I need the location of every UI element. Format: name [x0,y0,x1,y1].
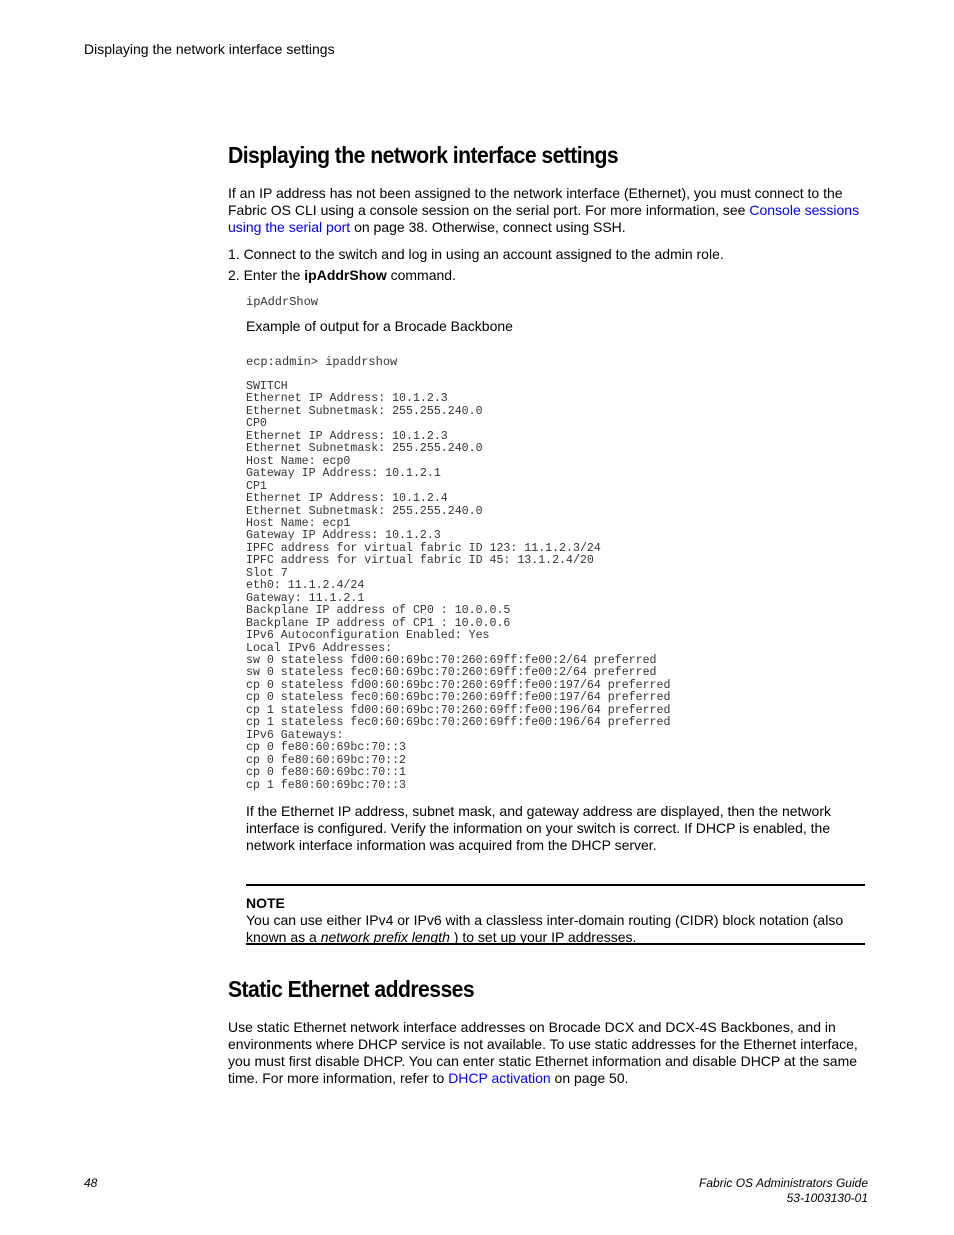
step-2-suffix: command. [386,267,456,283]
code-line: cp 1 stateless fd00:60:69bc:70:260:69ff:fe00:196/64 preferred [246,703,671,717]
code-line: cp 0 fe80:60:69bc:70::2 [246,753,407,767]
code-output-block [246,381,670,792]
note-box [246,884,865,945]
footer-doc-number: 53-1003130-01 [786,1191,868,1205]
step-2 [228,267,456,284]
note-title: NOTE [246,895,285,911]
code-line: cp 1 stateless fec0:60:69bc:70:260:69ff:fe00:196/64 preferred [246,716,671,730]
code-line: IPFC address for virtual fabric ID 123: 11.1.2.3/24 [246,541,601,555]
code-line: Ethernet IP Address: 10.1.2.3 [246,429,448,443]
code-line: CP0 [246,417,267,431]
note-text-start: You can use either IPv4 or IPv6 with a classless inter-domain routing (CIDR) block notation (also known as a [246,912,844,945]
intro-paragraph [228,185,868,236]
code-line: Ethernet Subnetmask: 255.255.240.0 [246,404,483,418]
intro-text-end: on page 38. Otherwise, connect using SSH. [350,219,626,235]
dhcp-activation-link[interactable]: DHCP activation [448,1070,551,1086]
after-output-paragraph: If the Ethernet IP address, subnet mask, and gateway address are displayed, then the network interface is configured. Verify the information on your switch is correct. If DHCP is enabled, the network interface information was acquired from the DHCP server. [246,803,831,853]
code-line: Local IPv6 Addresses: [246,641,393,655]
code-line: Ethernet Subnetmask: 255.255.240.0 [246,504,483,518]
code-line: cp 0 fe80:60:69bc:70::1 [246,766,407,780]
code-line: Host Name: ecp0 [246,454,351,468]
code-line: cp 1 fe80:60:69bc:70::3 [246,778,407,792]
code-line: Host Name: ecp1 [246,516,351,530]
command-example: ipAddrShow [246,295,319,309]
footer-doc-title: Fabric OS Administrators Guide [699,1176,868,1190]
code-line: IPFC address for virtual fabric ID 45: 13.1.2.4/20 [246,554,594,568]
running-header: Displaying the network interface settings [84,41,335,57]
footer-doc-info [699,1176,868,1206]
code-line: Backplane IP address of CP1 : 10.0.0.6 [246,616,511,630]
step-2-prefix: 2. Enter the [228,267,305,283]
console-sessions-link[interactable]: Console sessions using the serial port [228,202,860,235]
static-ethernet-paragraph [228,1019,868,1087]
note-text [246,912,865,946]
code-line: Gateway: 11.1.2.1 [246,591,365,605]
code-line: Backplane IP address of CP0 : 10.0.0.5 [246,604,511,618]
code-line: cp 0 fe80:60:69bc:70::3 [246,741,407,755]
code-line: sw 0 stateless fec0:60:69bc:70:260:69ff:fe00:2/64 preferred [246,666,657,680]
code-line: CP1 [246,479,267,493]
code-line: Slot 7 [246,566,288,580]
step-2-command: ipAddrShow [304,267,387,283]
example-caption: Example of output for a Brocade Backbone [246,318,513,334]
code-line: Ethernet Subnetmask: 255.255.240.0 [246,442,483,456]
code-line: Ethernet IP Address: 10.1.2.4 [246,492,448,506]
code-line: cp 0 stateless fd00:60:69bc:70:260:69ff:fe00:197/64 preferred [246,678,671,692]
page-number: 48 [84,1176,98,1190]
code-line: IPv6 Gateways: [246,728,344,742]
static-body-end: on page 50. [550,1070,629,1086]
code-line: sw 0 stateless fd00:60:69bc:70:260:69ff:fe00:2/64 preferred [246,653,657,667]
code-line: Gateway IP Address: 10.1.2.1 [246,467,441,481]
code-line: eth0: 11.1.2.4/24 [246,579,365,593]
code-line: Ethernet IP Address: 10.1.2.3 [246,392,448,406]
code-line: cp 0 stateless fec0:60:69bc:70:260:69ff:fe00:197/64 preferred [246,691,671,705]
step-1: 1. Connect to the switch and log in using an account assigned to the admin role. [228,246,724,262]
section-title-network-interface: Displaying the network interface settings [228,142,619,168]
code-line: IPv6 Autoconfiguration Enabled: Yes [246,629,490,643]
code-line: SWITCH [246,380,288,393]
static-body-text: Use static Ethernet network interface addresses on Brocade DCX and DCX-4S Backbones, and in environments where DHCP service is not available. To use static addresses for the Ethernet interface, you must first disable DHCP. You can enter static Ethernet information and disable DHCP at the same time. For more information, refer to [228,1019,858,1086]
prompt-line: ecp:admin> ipaddrshow [246,355,398,369]
note-text-end: ) to set up your IP addresses. [449,929,637,945]
note-emphasis: network prefix length [320,929,450,945]
section-title-static-ethernet: Static Ethernet addresses [228,976,475,1002]
code-line: Gateway IP Address: 10.1.2.3 [246,529,441,543]
intro-text: If an IP address has not been assigned to the network interface (Ethernet), you must connect to the Fabric OS CLI using a console session on the serial port. For more information, see [228,185,843,218]
